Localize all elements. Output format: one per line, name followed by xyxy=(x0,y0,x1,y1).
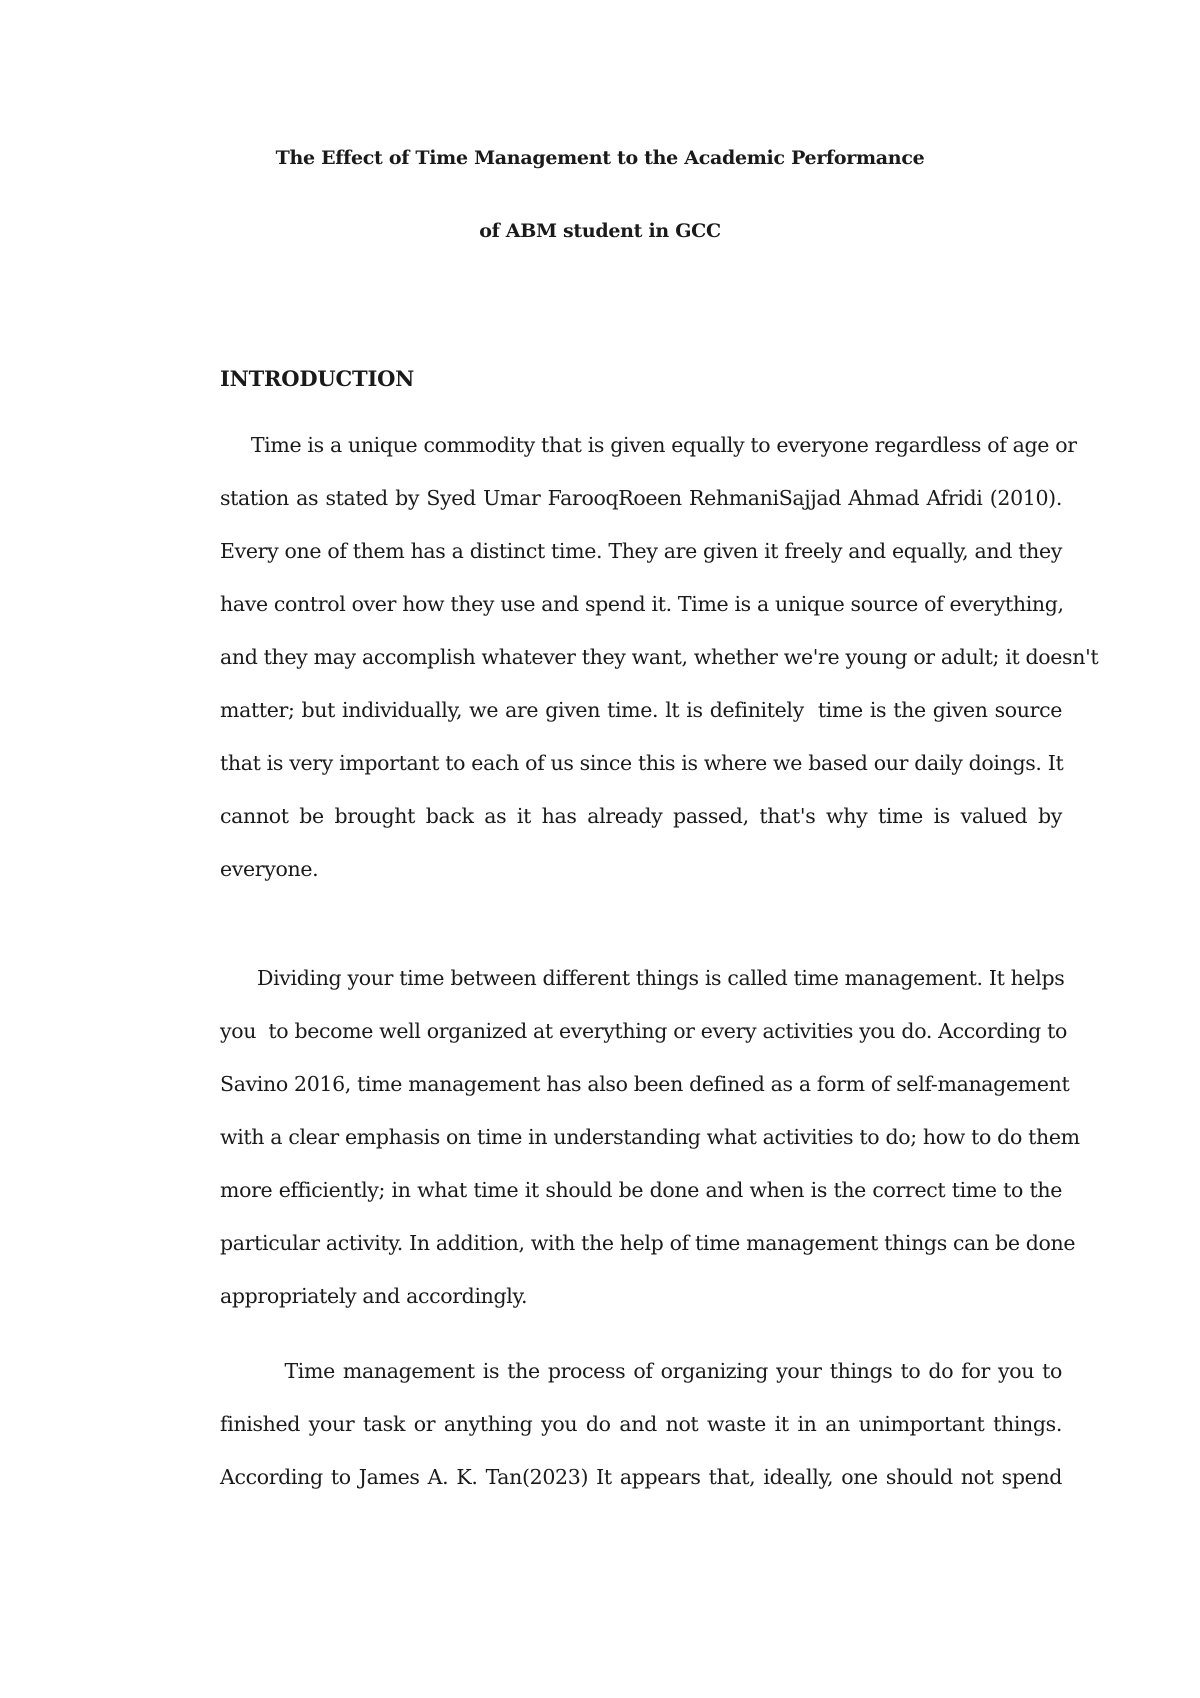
paragraph-line: appropriately and accordingly. xyxy=(220,1284,528,1308)
paragraph-line: that is very important to each of us since this is where we based our daily doings. It xyxy=(220,751,1064,775)
paragraph-line: more efficiently; in what time it should be done and when is the correct time to the xyxy=(220,1178,1062,1202)
document-title-line-2: of ABM student in GCC xyxy=(479,220,721,242)
paragraph-line: particular activity. In addition, with the help of time management things can be done xyxy=(220,1231,1076,1255)
paragraph-line: station as stated by Syed Umar FarooqRoeen RehmaniSajjad Ahmad Afridi (2010). xyxy=(220,486,1062,510)
paragraph-line: According to James A. K. Tan(2023) It appears that, ideally, one should not spend xyxy=(220,1465,1062,1489)
paragraph-line: have control over how they use and spend it. Time is a unique source of everything, xyxy=(220,592,1064,616)
paragraph-line: Time management is the process of organizing your things to do for you to xyxy=(220,1359,1062,1383)
paragraph-line: Every one of them has a distinct time. They are given it freely and equally, and they xyxy=(220,539,1062,563)
paragraph-line: matter; but individually, we are given time. lt is definitely time is the given source xyxy=(220,698,1062,722)
paragraph-line: Time is a unique commodity that is given equally to everyone regardless of age or xyxy=(220,433,1077,457)
paragraph-line: Dividing your time between different things is called time management. It helps xyxy=(220,966,1065,990)
paragraph-line: finished your task or anything you do and not waste it in an unimportant things. xyxy=(220,1412,1062,1436)
document-title-line-1: The Effect of Time Management to the Academic Performance xyxy=(275,147,925,169)
paragraph-line: cannot be brought back as it has already passed, that's why time is valued by xyxy=(220,804,1062,828)
paragraph-line: Savino 2016, time management has also been defined as a form of self-management xyxy=(220,1072,1070,1096)
paragraph-line: everyone. xyxy=(220,857,319,881)
paragraph-line: with a clear emphasis on time in understanding what activities to do; how to do them xyxy=(220,1125,1080,1149)
section-heading: INTRODUCTION xyxy=(220,366,415,391)
paragraph-line: you to become well organized at everything or every activities you do. According to xyxy=(220,1019,1067,1043)
paragraph-line: and they may accomplish whatever they want, whether we're young or adult; it doesn't xyxy=(220,645,1099,669)
